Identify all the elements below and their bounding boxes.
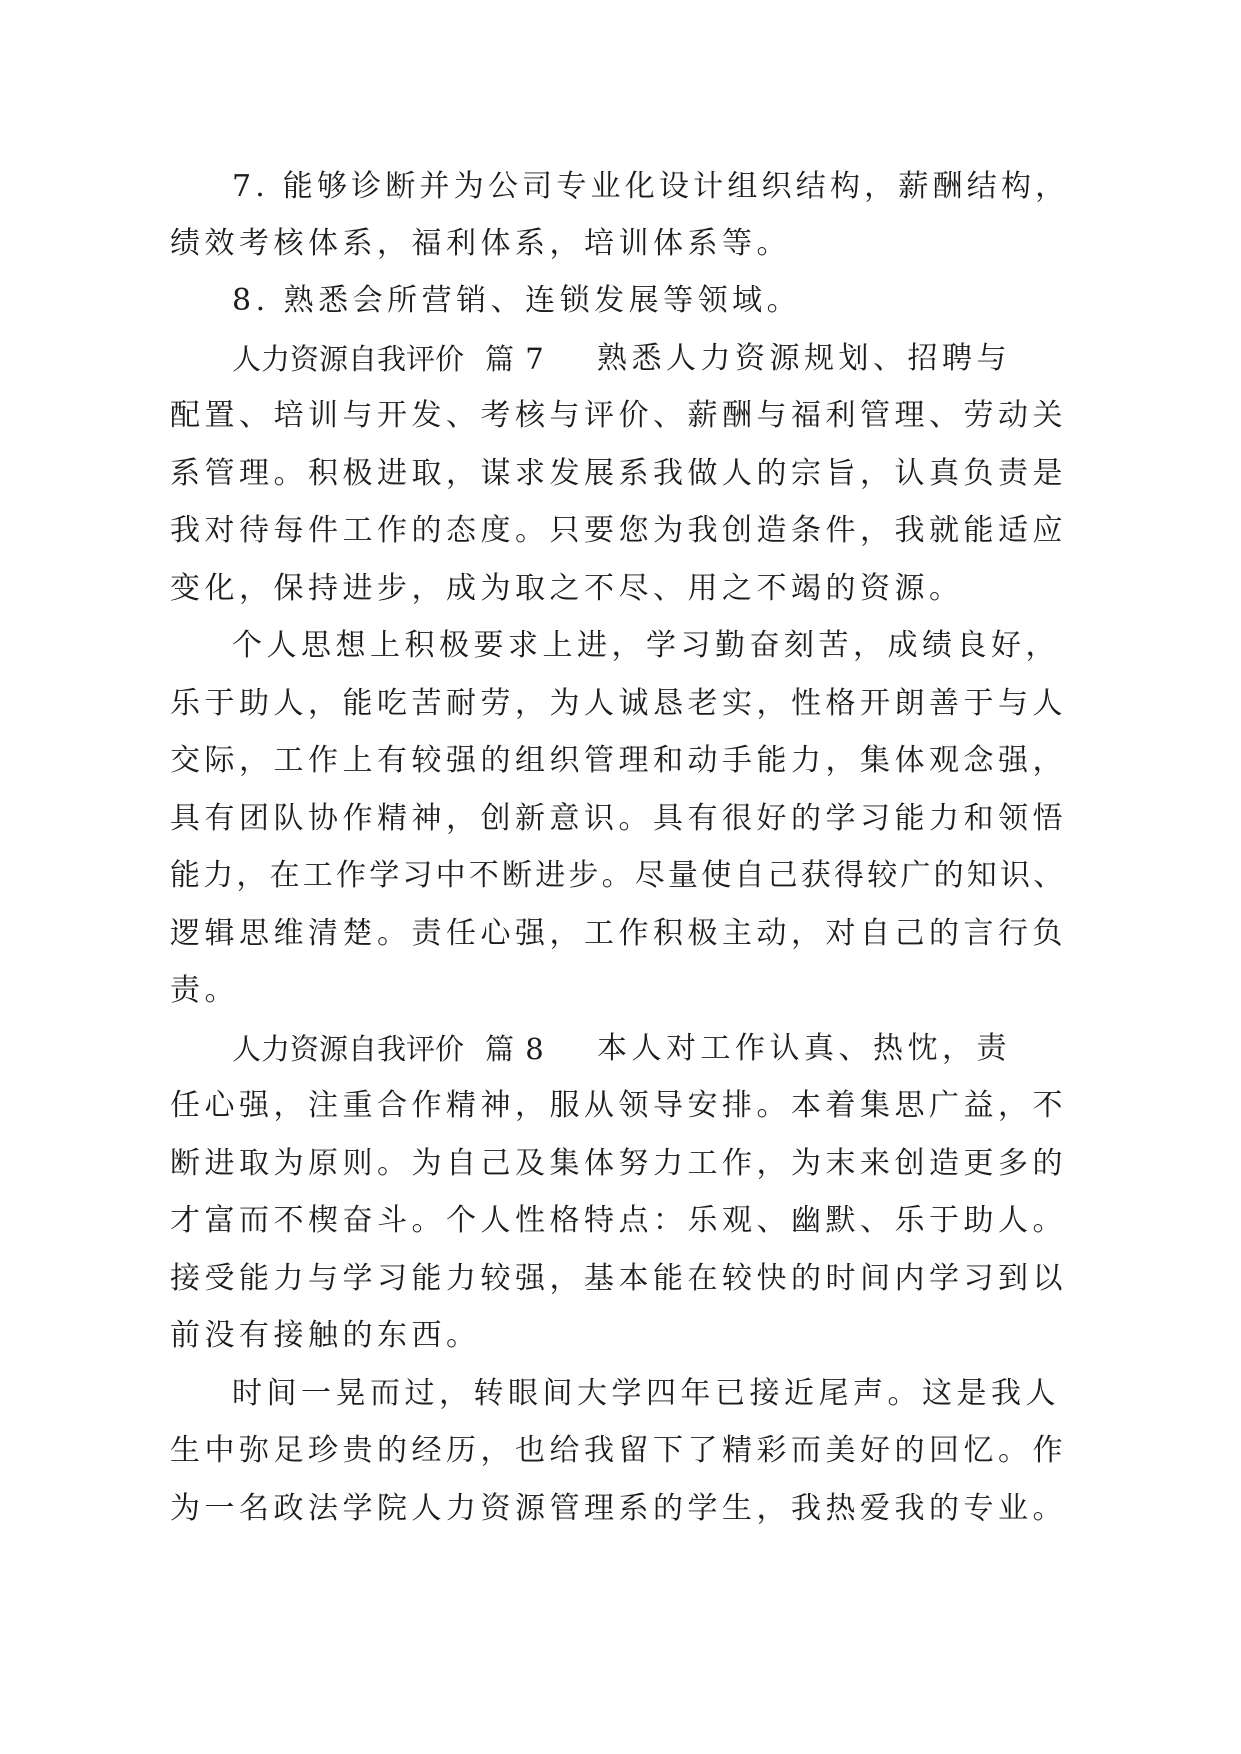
paragraph-line: 配置、培训与开发、考核与评价、薪酬与福利管理、劳动关: [170, 398, 1067, 433]
paragraph-line: 个人思想上积极要求上进，学习勤奋刻苦，成绩良好，: [232, 628, 1060, 663]
paragraph-line: 绩效考核体系，福利体系，培训体系等。: [170, 226, 791, 261]
paragraph-line: 能力，在工作学习中不断进步。尽量使自己获得较广的知识、: [170, 858, 1067, 893]
paragraph-line: 变化，保持进步，成为取之不尽、用之不竭的资源。: [170, 571, 964, 606]
paragraph-line: 前没有接触的东西。: [170, 1318, 481, 1353]
paragraph-line: 熟悉人力资源规划、招聘与: [597, 341, 1011, 376]
paragraph-line: 生中弥足珍贵的经历，也给我留下了精彩而美好的回忆。作: [170, 1433, 1067, 1468]
paragraph-line: 时间一晃而过，转眼间大学四年已接近尾声。这是我人: [232, 1376, 1060, 1411]
section-number: 篇 7: [485, 342, 545, 376]
paragraph-line: 具有团队协作精神，创新意识。具有很好的学习能力和领悟: [170, 801, 1067, 836]
paragraph-line: 断进取为原则。为自己及集体努力工作，为末来创造更多的: [170, 1146, 1067, 1181]
paragraph-line: 7. 能够诊断并为公司专业化设计组织结构，薪酬结构，: [232, 169, 1070, 204]
paragraph-line: 为一名政法学院人力资源管理系的学生，我热爱我的专业。: [170, 1491, 1067, 1526]
paragraph-line: 本人对工作认真、热忱，责: [597, 1031, 1011, 1066]
paragraph-line: 8. 熟悉会所营销、连锁发展等领域。: [232, 283, 802, 318]
paragraph-line: 责。: [170, 973, 239, 1008]
paragraph-line: 才富而不楔奋斗。个人性格特点：乐观、幽默、乐于助人。: [170, 1203, 1067, 1238]
paragraph-line: 逻辑思维清楚。责任心强，工作积极主动，对自己的言行负: [170, 916, 1067, 951]
paragraph-line: 我对待每件工作的态度。只要您为我创造条件，我就能适应: [170, 513, 1067, 548]
paragraph-line: 交际，工作上有较强的组织管理和动手能力，集体观念强，: [170, 743, 1067, 778]
section-heading: 人力资源自我评价: [232, 1032, 465, 1066]
paragraph-line: 系管理。积极进取，谋求发展系我做人的宗旨，认真负责是: [170, 456, 1067, 491]
paragraph-line: 乐于助人，能吃苦耐劳，为人诚恳老实，性格开朗善于与人: [170, 686, 1067, 721]
paragraph-line: 任心强，注重合作精神，服从领导安排。本着集思广益，不: [170, 1088, 1067, 1123]
paragraph-line: 接受能力与学习能力较强，基本能在较快的时间内学习到以: [170, 1261, 1067, 1296]
section-number: 篇 8: [485, 1032, 545, 1066]
section-heading: 人力资源自我评价: [232, 342, 465, 376]
